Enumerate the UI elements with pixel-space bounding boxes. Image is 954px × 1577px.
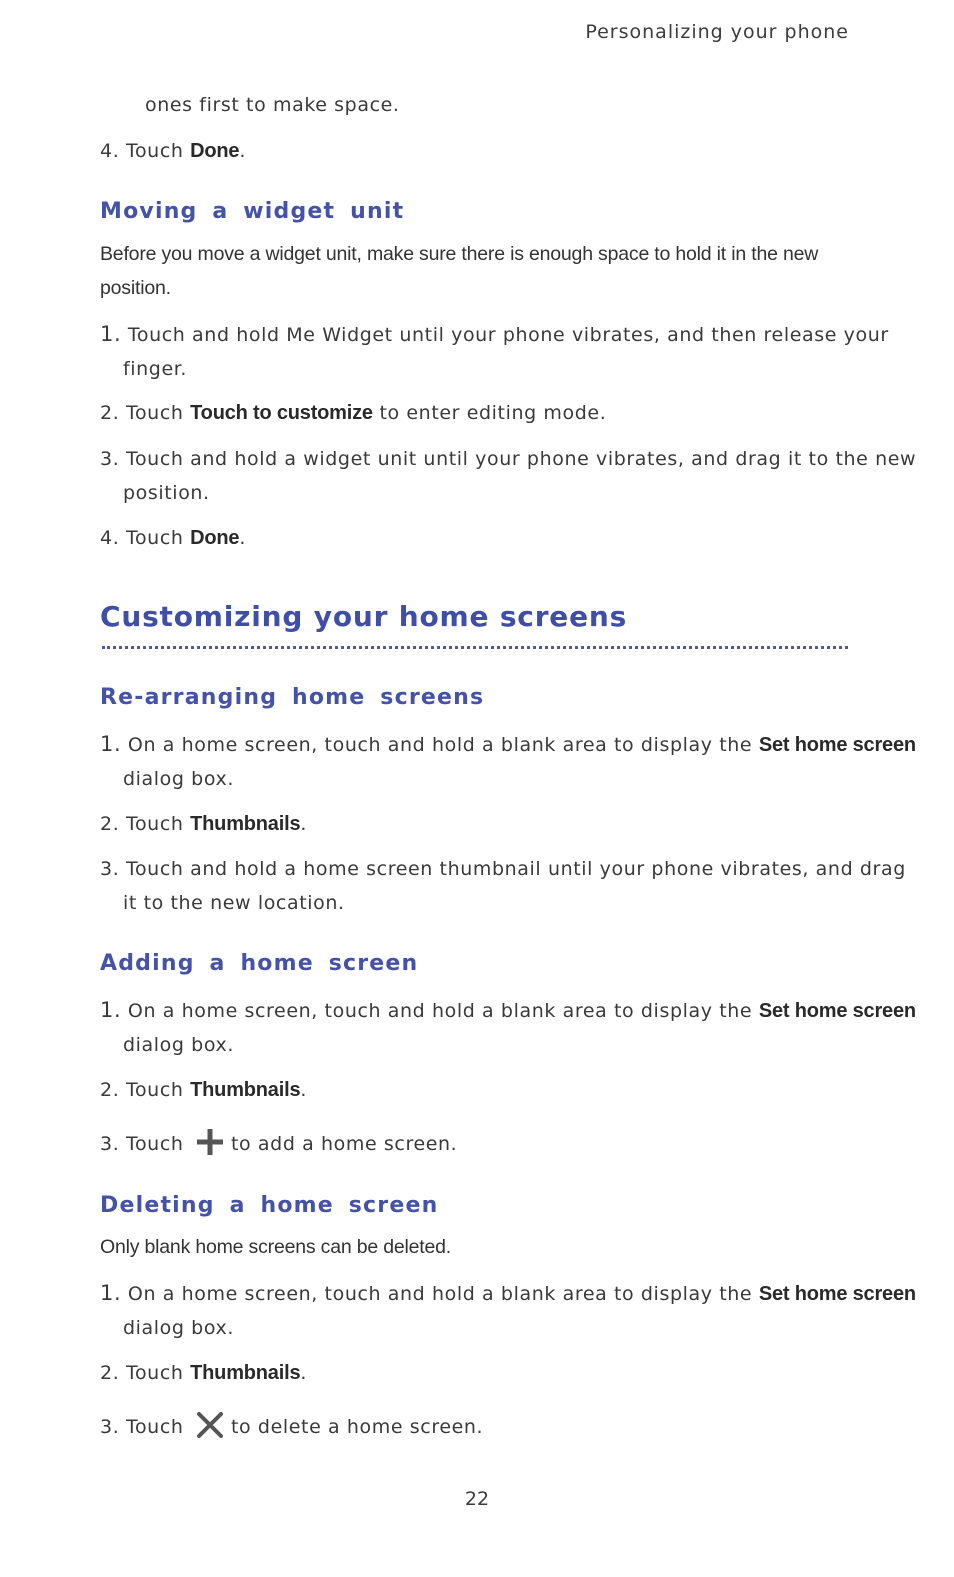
intro-text: Before you move a widget unit, make sure there is enough space to hold it in the new [100, 243, 819, 265]
intro-text: Only blank home screens can be deleted. [100, 1236, 451, 1258]
section-divider [102, 646, 848, 649]
section-heading-rearranging: Re-arranging home screens [100, 685, 485, 710]
step-text: Touch and hold a widget unit until your phone vibrates, and drag it to the new [125, 448, 917, 470]
step-number: 4. [100, 527, 120, 549]
continuation-text: ones first to make space. [145, 94, 400, 116]
step-item [100, 322, 889, 346]
step-number: 4. [100, 140, 120, 162]
plus-icon [196, 1128, 224, 1156]
step-suffix: to enter editing mode. [372, 402, 607, 424]
step-item [100, 998, 916, 1023]
step-text: On a home screen, touch and hold a blank area to display the [127, 1000, 759, 1022]
step-item [100, 1079, 307, 1102]
section-heading-moving-widget: Moving a widget unit [100, 199, 405, 224]
running-header: Personalizing your phone [585, 21, 849, 43]
step-number: 2. [100, 1079, 120, 1101]
step-text: Touch [125, 813, 191, 835]
chapter-heading: Customizing your home screens [100, 600, 628, 633]
step-text: Touch [125, 1133, 184, 1155]
step-number: 3. [100, 1416, 120, 1438]
step-item [100, 1281, 916, 1306]
step-bold-term: Thumbnails [190, 1079, 301, 1101]
step-item [100, 448, 916, 470]
step-item [100, 527, 246, 550]
step-text: Touch [125, 402, 191, 424]
section-heading-adding: Adding a home screen [100, 951, 419, 976]
step-item [100, 1416, 184, 1438]
page-number: 22 [464, 1488, 490, 1510]
step-number: 1. [100, 1281, 122, 1305]
step-bold-term: Thumbnails [190, 813, 301, 835]
step-text: Touch [125, 1416, 184, 1438]
step-text-continued: dialog box. [123, 768, 234, 790]
step-number: 1. [100, 322, 122, 346]
step-item [100, 732, 916, 757]
step-item [100, 140, 246, 163]
step-bold-term: Done [190, 527, 240, 549]
step-text: Touch and hold Me Widget until your phone vibrates, and then release your [127, 324, 889, 346]
step-text: Touch [125, 527, 191, 549]
intro-text-continued: position. [100, 277, 171, 299]
step-bold-term: Touch to customize [190, 402, 373, 424]
step-bold-term: Set home screen [758, 1000, 916, 1022]
step-text-continued: it to the new location. [123, 892, 345, 914]
step-text-continued: dialog box. [123, 1034, 234, 1056]
step-number: 2. [100, 402, 120, 424]
step-item [100, 813, 307, 836]
step-item [100, 1362, 307, 1385]
step-text: Touch [125, 1079, 191, 1101]
step-text: On a home screen, touch and hold a blank area to display the [127, 734, 759, 756]
step-text-continued: position. [123, 482, 210, 504]
step-text-continued: finger. [123, 358, 188, 380]
step-item [100, 1133, 184, 1155]
step-item [100, 402, 606, 425]
step-number: 2. [100, 813, 120, 835]
step-text-continued: to add a home screen. [231, 1133, 458, 1155]
step-suffix: . [300, 1362, 308, 1384]
step-item [100, 858, 906, 880]
step-text: Touch [125, 140, 191, 162]
step-bold-term: Set home screen [758, 734, 916, 756]
step-text: Touch and hold a home screen thumbnail until your phone vibrates, and drag [125, 858, 906, 880]
step-number: 3. [100, 1133, 120, 1155]
step-text-continued: dialog box. [123, 1317, 234, 1339]
step-text: Touch [125, 1362, 191, 1384]
step-text: On a home screen, touch and hold a blank area to display the [127, 1283, 759, 1305]
step-suffix: . [300, 813, 308, 835]
step-suffix: . [239, 140, 246, 162]
step-bold-term: Done [190, 140, 240, 162]
step-number: 3. [100, 448, 120, 470]
section-heading-deleting: Deleting a home screen [100, 1193, 439, 1218]
step-bold-term: Set home screen [758, 1283, 916, 1305]
step-text-continued: to delete a home screen. [231, 1416, 484, 1438]
step-bold-term: Thumbnails [190, 1362, 301, 1384]
step-number: 3. [100, 858, 120, 880]
step-number: 2. [100, 1362, 120, 1384]
step-suffix: . [300, 1079, 308, 1101]
step-suffix: . [239, 527, 246, 549]
step-number: 1. [100, 732, 122, 756]
close-icon [196, 1411, 224, 1439]
step-number: 1. [100, 998, 122, 1022]
